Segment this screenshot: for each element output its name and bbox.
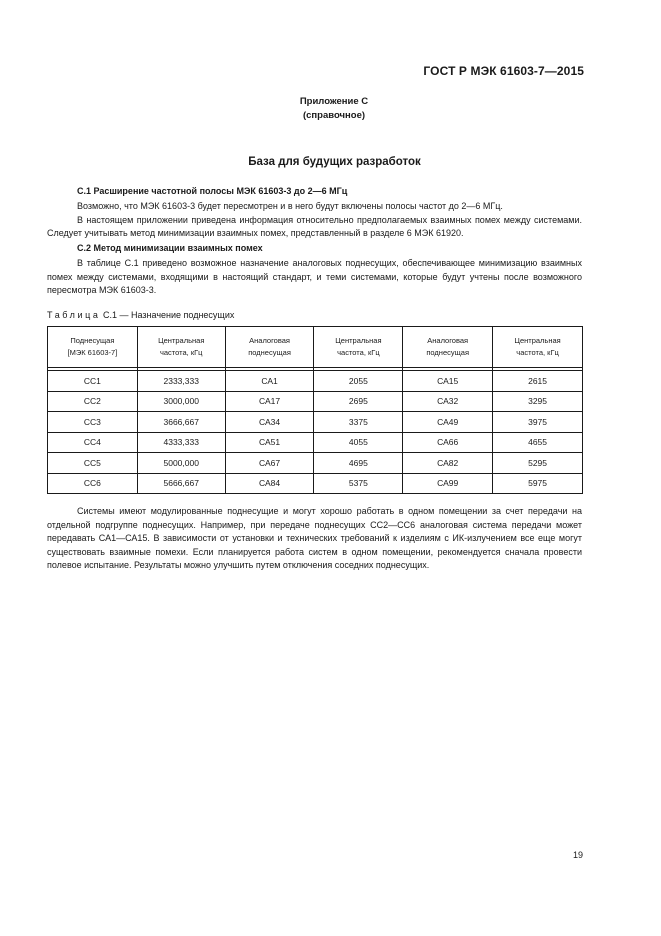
table-cell: 2695 [314, 391, 403, 412]
table-row [48, 412, 583, 433]
section-2-paragraph: В таблице С.1 приведено возможное назначение аналоговых поднесущих, обеспечивающее минимизацию взаимных помех между системами, входящими в настоящий стандарт, и теми системами, которые будут учтены после возможного пересмотра МЭК 61603-3. [47, 258, 582, 295]
table-caption-text: С.1 — Назначение поднесущих [100, 310, 235, 320]
table-cell: СА1 [225, 371, 314, 392]
header-cell: Центральная частота, кГц [137, 327, 225, 368]
table-cell: СА15 [403, 371, 493, 392]
table-cell: СС1 [48, 371, 138, 392]
table-cell: 5975 [493, 473, 583, 494]
table-cell: СС4 [48, 432, 138, 453]
table-cell: СА66 [403, 432, 493, 453]
section-1-heading: С.1 Расширение частотной полосы МЭК 61603-3 до 2—6 МГц [77, 186, 348, 196]
section-2-heading: С.2 Метод минимизации взаимных помех [77, 243, 263, 253]
table-cell: 4055 [314, 432, 403, 453]
table-cell: СА82 [403, 453, 493, 474]
table-cell: СА17 [225, 391, 314, 412]
header-cell: Поднесущая [МЭК 61603-7] [48, 327, 138, 368]
page-number: 19 [572, 850, 583, 860]
closing-paragraph: Системы имеют модулированные поднесущие и могут хорошо работать в одном помещении за счет передачи на отдельной подгруппе поднесущих. Например, при передаче поднесущих СС2—СС6 аналоговая система передачи может передавать СА1—СА15. В зависимости от установки и технических требований к изделиям с ИК-излучением все еще могут существовать взаимные помехи. Если планируется работа систем в одном помещении, рекомендуется сначала провести полевое испытание. Результаты можно улучшить путем отключения соседних поднесущих. [47, 506, 582, 570]
table-cell: 4333,333 [137, 432, 225, 453]
closing-text [47, 505, 582, 573]
table-header-row [48, 327, 583, 368]
table-cell: 4655 [493, 432, 583, 453]
annex-note: (справочное) [302, 110, 366, 121]
table-cell: 2615 [493, 371, 583, 392]
table-cell: СА99 [403, 473, 493, 494]
table-cell: СС6 [48, 473, 138, 494]
table-cell: СС5 [48, 453, 138, 474]
table-row [48, 371, 583, 392]
table-cell: 3000,000 [137, 391, 225, 412]
table-row [48, 432, 583, 453]
header-cell: Центральная частота, кГц [493, 327, 583, 368]
table-cell: 3666,667 [137, 412, 225, 433]
table-cell: 5375 [314, 473, 403, 494]
table-cell: 3375 [314, 412, 403, 433]
table-cell: 4695 [314, 453, 403, 474]
table-cell: СА34 [225, 412, 314, 433]
header-cell: Аналоговая поднесущая [225, 327, 314, 368]
table-cell: СА51 [225, 432, 314, 453]
table-cell: СС2 [48, 391, 138, 412]
section-1-paragraph: Возможно, что МЭК 61603-3 будет пересмотрен и в него будут включены полосы частот до 2—6 МГц. [77, 201, 503, 211]
standard-code: ГОСТ Р МЭК 61603-7—2015 [423, 64, 584, 78]
table-cell: 5295 [493, 453, 583, 474]
table-caption [47, 310, 234, 320]
annex-heading [0, 95, 661, 123]
subcarrier-table [47, 326, 583, 494]
table-row [48, 473, 583, 494]
table-cell: СА32 [403, 391, 493, 412]
table-cell: 2333,333 [137, 371, 225, 392]
table-cell: СА84 [225, 473, 314, 494]
table-cell: 2055 [314, 371, 403, 392]
table-caption-label: Таблица [47, 310, 101, 320]
section-2-text [47, 257, 582, 298]
page-title: База для будущих разработок [248, 156, 421, 168]
header-cell: Аналоговая поднесущая [403, 327, 493, 368]
annex-title: Приложение С [299, 96, 369, 107]
table-cell: 5000,000 [137, 453, 225, 474]
table-row [48, 391, 583, 412]
section-1-text [47, 200, 582, 241]
table-cell: СА67 [225, 453, 314, 474]
section-1-paragraph: В настоящем приложении приведена информация относительно предполагаемых взаимных помех между системами. Следует учитывать метод минимизации взаимных помех, представленный в разделе 6 МЭК 61920. [47, 214, 582, 238]
table-cell: 3295 [493, 391, 583, 412]
table-cell: 3975 [493, 412, 583, 433]
table-row [48, 453, 583, 474]
header-cell: Центральная частота, кГц [314, 327, 403, 368]
table-cell: СА49 [403, 412, 493, 433]
table-cell: СС3 [48, 412, 138, 433]
table-cell: 5666,667 [137, 473, 225, 494]
